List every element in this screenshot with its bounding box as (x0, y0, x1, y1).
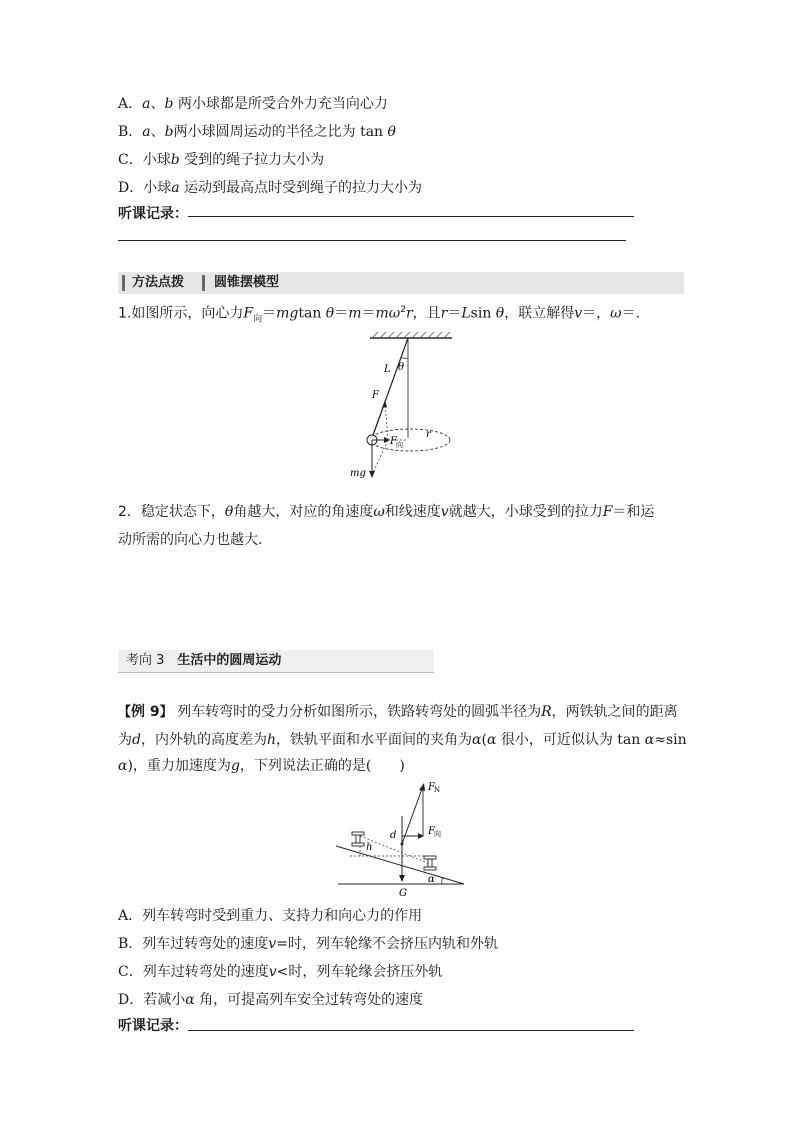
text: ＝. (621, 305, 641, 322)
text: 和线速度 (384, 504, 441, 520)
label-d: d (390, 830, 397, 841)
option-text-pre: 小球 (143, 180, 172, 196)
option-text: 受到的绳子拉力大小为 (179, 152, 325, 168)
label-L: L (384, 364, 391, 375)
option-b (118, 934, 498, 954)
notes-line-2[interactable] (118, 240, 626, 241)
var-L: L (461, 305, 471, 322)
option-text: 两小球都是所受合外力充当向心力 (173, 96, 388, 112)
label-mg: mg (350, 468, 366, 479)
method-tag: 方法点拨 (132, 275, 185, 290)
option-letter: B． (118, 936, 143, 952)
var-g: g (230, 758, 240, 774)
text: ，联立解得 (504, 305, 575, 322)
tan: tan (298, 305, 326, 322)
option-text: =时，列车轮缘不会挤压内轨和外轨 (276, 936, 498, 952)
option-text: 列车过转弯处的速度 (142, 964, 269, 980)
method-p1 (118, 300, 640, 329)
text: 为 (118, 732, 132, 748)
var-r: r (405, 305, 413, 322)
text: ＝， (582, 305, 611, 322)
var-a: a (142, 124, 151, 140)
label-theta: θ (398, 362, 405, 373)
option-letter: C． (118, 152, 143, 168)
var-R: R (541, 704, 552, 720)
example-tag-text: 例 9 (131, 704, 160, 720)
text: ，且 (412, 305, 441, 322)
method-title: 圆锥摆模型 (214, 275, 280, 290)
label-r: r (426, 429, 431, 440)
label-alpha: α (428, 874, 435, 885)
kaoxiang-title: 生活中的圆周运动 (177, 653, 282, 668)
sub-xiang: 向 (253, 314, 263, 325)
bar-tick-left (122, 275, 125, 291)
conical-pendulum-figure (330, 330, 470, 490)
text: 就越大，小球受到的拉力 (448, 504, 603, 520)
eq: ＝ (361, 305, 376, 322)
kaoxiang-bar (118, 650, 434, 673)
var-r: r (440, 305, 448, 322)
bracket-icon: 】 (159, 705, 173, 720)
option-letter: B． (118, 124, 143, 140)
var-theta: θ (325, 305, 335, 322)
text: ＝和运 (612, 504, 655, 520)
option-text: 列车转弯时受到重力、支持力和向心力的作用 (142, 908, 423, 924)
label-FN-sub: N (434, 786, 441, 794)
var-v: v (574, 305, 583, 322)
var-theta: θ (387, 124, 396, 140)
sep: 、 (150, 96, 165, 112)
text: 1.如图所示，向心力 (118, 305, 244, 322)
label-h: h (366, 842, 373, 853)
option-c-prev (118, 150, 324, 170)
gravity-arrowhead (399, 875, 405, 882)
option-c (118, 962, 442, 982)
kaoxiang-num: 考向 3 (126, 653, 165, 668)
label-G: G (399, 888, 407, 899)
mg-dash (372, 440, 388, 475)
var-mg: mg (276, 305, 299, 322)
var-b: b (170, 152, 180, 168)
method-p2-line1 (118, 502, 654, 522)
bracket-icon: 【 (118, 705, 132, 720)
option-letter: A． (118, 96, 143, 112)
option-a (118, 906, 422, 926)
sep: 、 (150, 124, 165, 140)
example-line3 (118, 756, 405, 776)
inner-rail (424, 856, 436, 870)
resultant-dash (385, 402, 388, 440)
text: 角越大，对应的角速度 (233, 504, 374, 520)
method-bar (118, 272, 684, 294)
var-b: b (164, 124, 174, 140)
text: 很小，可近似认为 tan (496, 732, 645, 748)
var-d: d (132, 732, 141, 748)
label-Fxiang-sub: 向 (396, 441, 403, 449)
option-text: 列车过转弯处的速度 (142, 936, 269, 952)
var-theta: θ (224, 504, 234, 520)
var-alpha: α (185, 992, 195, 1008)
eq: ＝ (334, 305, 349, 322)
option-text: 两小球圆周运动的半径之比为 tan (173, 124, 388, 140)
text: 2．稳定状态下， (118, 504, 225, 520)
var-m: m (348, 305, 362, 322)
normal-force-arrowhead (419, 783, 425, 791)
var-omega: ω (373, 504, 385, 520)
var-v: v (440, 504, 449, 520)
var-F: F (602, 504, 613, 520)
option-letter: A． (118, 908, 143, 924)
var-a: a (142, 96, 151, 112)
label-FN: F (428, 782, 435, 793)
option-text: <时，列车轮缘会挤压外轨 (276, 964, 443, 980)
outer-rail (352, 832, 364, 846)
incline-line (336, 846, 464, 884)
option-text: 角，可提高列车安全过转弯处的速度 (194, 992, 424, 1008)
text: ，铁轨平面和水平面间的夹角为 (276, 732, 472, 748)
option-text-pre: 小球 (142, 152, 171, 168)
option-letter: D． (118, 180, 144, 196)
text: ( (481, 732, 487, 748)
label-Fxiang-sub: 向 (434, 830, 441, 838)
kaoxiang-heading (126, 651, 281, 671)
theta-arc (401, 357, 408, 358)
var-F: F (243, 305, 254, 322)
var-alpha: α (118, 758, 128, 774)
var-v: v (268, 964, 277, 980)
bar-tick-mid (202, 275, 205, 291)
example-line2 (118, 730, 687, 750)
option-a-prev (118, 94, 388, 114)
tension-arrowhead (382, 400, 387, 408)
var-h: h (266, 732, 276, 748)
method-p2-line2: 动所需的向心力也越大． (118, 532, 272, 548)
text: ≈sin (654, 732, 687, 748)
option-text: 若减小 (143, 992, 186, 1008)
option-letter: D． (118, 992, 144, 1008)
var-b: b (164, 96, 174, 112)
text: )，重力加速度为 (127, 758, 231, 774)
eq: ＝ (447, 305, 462, 322)
notes-label: 听课记录： (118, 1018, 188, 1034)
var-v: v (268, 936, 277, 952)
option-d-prev (118, 178, 422, 198)
ceiling-hatch (372, 332, 450, 338)
eq: ＝ (262, 305, 277, 322)
var-mw: mω (375, 305, 401, 322)
label-F: F (372, 390, 379, 401)
option-text: 运动到最高点时受到绳子的拉力大小为 (179, 180, 423, 196)
var-omega: ω (610, 305, 622, 322)
var-alpha: α (472, 732, 482, 748)
sup-2: 2 (400, 305, 406, 315)
notes-line-1[interactable] (188, 216, 634, 217)
example-line1 (118, 702, 678, 723)
option-d (118, 990, 423, 1010)
notes-label-prev: 听课记录： (118, 206, 188, 222)
train-curve-figure (330, 776, 470, 902)
text: ，下列说法正确的是( ) (239, 758, 405, 774)
var-theta: θ (495, 305, 505, 322)
text: ，内外轨的高度差为 (140, 732, 267, 748)
sin: sin (470, 305, 496, 322)
var-alpha: α (644, 732, 655, 748)
var-alpha: α (486, 732, 497, 748)
text: ，两铁轨之间的距离 (551, 704, 678, 720)
label-Fxiang: F (428, 826, 435, 837)
option-letter: C． (118, 964, 143, 980)
label-Fxiang: F (390, 436, 397, 447)
notes-line[interactable] (188, 1030, 634, 1031)
option-b-prev (118, 122, 396, 142)
text: 列车转弯时的受力分析如图所示，铁路转弯处的圆弧半径为 (177, 704, 542, 720)
example-tag (118, 704, 173, 720)
var-a: a (171, 180, 180, 196)
